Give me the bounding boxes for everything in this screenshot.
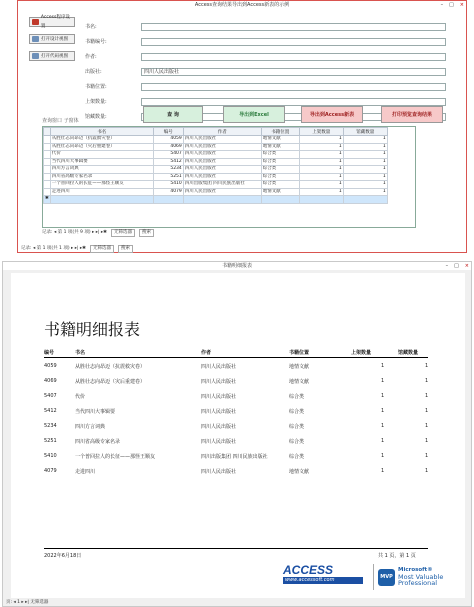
form-filter-indicator[interactable]: 无筛选器 [90,245,114,253]
cell[interactable]: 四川人民出版社 [183,136,261,144]
cell[interactable]: 四川人民出版社 [183,188,261,196]
query-results-grid[interactable] [42,126,416,228]
print-preview-label: 打印预览查询结果 [391,112,432,118]
report-cell-stock: 1 [425,468,429,474]
row-selector[interactable] [44,166,51,174]
report-cell-shelf: 1 [381,408,385,414]
shelf-count-input[interactable] [141,98,446,106]
row-selector[interactable] [44,173,51,181]
report-cell-title: 走进四川 [75,469,96,475]
report-col-id: 编号 [44,350,55,356]
cell[interactable]: 1 [343,143,387,151]
report-footer-page: 共 1 页，第 1 页 [378,553,416,559]
report-window-title: 书籍明细报表 [3,262,471,270]
column-header[interactable]: 书籍位置 [261,128,299,136]
cell[interactable]: 1 [299,173,343,181]
title-input[interactable] [141,23,446,31]
cell[interactable]: 5234 [153,166,183,174]
table-header-row [44,128,388,136]
table-row[interactable] [44,143,388,151]
cell[interactable]: 4059 [153,136,183,144]
cell[interactable]: 1 [299,143,343,151]
column-header[interactable]: 馆藏数量 [343,128,387,136]
minimize-button[interactable]: – [440,2,444,8]
cell[interactable]: 5412 [153,158,183,166]
cell[interactable]: 1 [299,151,343,159]
cell[interactable]: 当代四川大事辑要 [50,158,153,166]
field-label-title: 书名: [85,24,97,30]
column-header[interactable]: 书名 [50,128,153,136]
report-footer-line [44,548,428,549]
cell[interactable]: 地情文献 [261,136,299,144]
print-preview-button[interactable] [381,106,443,123]
row-selector[interactable] [44,151,51,159]
cell[interactable]: 四川人民出版社 [183,143,261,151]
cell[interactable]: 一个普回拉人的长征——那怪王顺友 [50,181,153,189]
cell[interactable]: 代价 [50,151,153,159]
row-selector[interactable] [44,188,51,196]
report-cell-stock: 1 [425,423,429,429]
cell[interactable]: 5407 [153,151,183,159]
close-button[interactable]: × [459,2,464,8]
cell[interactable]: 1 [299,166,343,174]
access-settings-button[interactable] [29,17,75,27]
cell[interactable] [261,196,299,204]
export-access-label: 导出到Access新表 [309,112,355,118]
report-cell-shelf: 1 [381,393,385,399]
report-cell-id: 4079 [44,468,57,474]
report-cell-location: 地情文献 [289,469,310,475]
report-cell-author: 四川人民出版社 [201,379,237,385]
report-cell-title: 代价 [75,394,86,400]
report-cell-id: 5412 [44,408,57,414]
report-cell-title: 四川方言词典 [75,424,106,430]
cell[interactable]: 1 [343,181,387,189]
cell[interactable]: 综合类 [261,158,299,166]
cell[interactable]: 1 [343,136,387,144]
table-row[interactable] [44,181,388,189]
location-input[interactable] [141,83,446,91]
cell[interactable]: 1 [299,188,343,196]
results-table [43,127,388,204]
code-view-label: 打开代码视图 [41,53,68,59]
report-col-shelf: 上架数量 [351,350,372,356]
cell[interactable]: 四川人民出版社 [183,158,261,166]
field-label-location: 书籍位置: [85,84,107,90]
report-cell-title: 一个普回拉人的长征——那怪王顺友 [75,454,156,460]
report-cell-title: 从胜壮志向昂迈（抗震救灾卷） [75,364,146,370]
field-label-author: 作者: [85,54,97,60]
form-search-box[interactable]: 搜索 [118,245,133,253]
cell[interactable]: 地情文献 [261,143,299,151]
cell[interactable]: 1 [343,173,387,181]
grid-record-position[interactable]: 记录: ◂ 第 1 项(共 9 项) ▸ ▸| ▸✱ [42,230,107,235]
row-selector[interactable] [44,158,51,166]
design-view-icon [32,36,39,42]
report-col-stock: 馆藏数量 [398,350,419,356]
report-row [44,391,428,406]
access-icon [32,19,39,25]
report-cell-location: 综合类 [289,424,305,430]
cell[interactable]: 1 [343,158,387,166]
cell[interactable]: 1 [343,151,387,159]
mvp-text [398,567,443,587]
cell[interactable]: 四川出版集团 四川民族出版社 [183,181,261,189]
mvp-badge: MVP [378,569,395,586]
export-excel-label: 导出到Excel [239,112,269,118]
access-settings-label: Access程序设置 [40,15,70,29]
column-header[interactable]: 编号 [153,128,183,136]
report-cell-stock: 1 [425,438,429,444]
cell[interactable]: 地情文献 [261,188,299,196]
form-window-controls [441,1,464,9]
export-excel-button[interactable] [223,106,285,123]
cell[interactable]: 5410 [153,181,183,189]
report-cell-stock: 1 [425,363,429,369]
report-cell-location: 地情文献 [289,379,310,385]
cell[interactable]: 1 [343,166,387,174]
report-cell-shelf: 1 [381,378,385,384]
cell[interactable]: 四川人民出版社 [183,166,261,174]
form-record-position[interactable]: 记录: ◂ 第 1 项(共 1 项) ▸ ▸| ▸✱ [21,246,86,251]
report-cell-author: 四川人民出版社 [201,364,237,370]
cell[interactable] [343,196,387,204]
row-selector[interactable] [44,181,51,189]
field-label-stock-count: 馆藏数量: [85,114,107,120]
report-row [44,406,428,421]
open-design-view-button[interactable] [29,34,75,44]
report-cell-id: 4069 [44,378,57,384]
cell[interactable]: 从胜壮志向昂迈（灾后重建卷） [50,143,153,151]
cell[interactable]: 四川人民出版社 [183,173,261,181]
report-footer-date: 2022年6月18日 [44,553,82,559]
grid-filter-indicator[interactable]: 无筛选器 [111,229,135,237]
cell[interactable]: 从胜壮志向昂迈（抗震救灾卷） [50,136,153,144]
query-button[interactable] [143,106,203,123]
row-selector-header [44,128,51,136]
report-page [11,273,465,598]
report-cell-author: 四川人民出版社 [201,469,237,475]
mvp-line2: Most Valuable [398,572,444,581]
access-logo-text: ACCESS [283,563,334,577]
form-window-title: Access查询结果导出到Access新表的示例 [18,1,466,9]
report-row [44,361,428,376]
report-cell-shelf: 1 [381,438,385,444]
report-minimize-button[interactable]: – [445,263,449,269]
new-record-row[interactable] [44,196,388,204]
cell[interactable]: 四川省高级专家名录 [50,173,153,181]
report-cell-location: 综合类 [289,454,305,460]
report-cell-id: 5407 [44,393,57,399]
query-button-label: 查 询 [167,112,179,118]
cell[interactable]: 四川人民出版社 [183,151,261,159]
table-row[interactable] [44,158,388,166]
cell[interactable] [153,196,183,204]
new-record-marker: ✱ [45,196,49,202]
report-cell-id: 5251 [44,438,57,444]
report-cell-stock: 1 [425,453,429,459]
table-row[interactable] [44,151,388,159]
cell[interactable]: 综合类 [261,151,299,159]
report-window-controls [446,262,469,270]
book-id-input[interactable] [141,38,446,46]
grid-search-box[interactable]: 搜索 [139,229,154,237]
cell[interactable]: 4079 [153,188,183,196]
report-row [44,421,428,436]
report-cell-author: 四川人民出版社 [201,394,237,400]
report-row [44,376,428,391]
cell[interactable]: 1 [299,181,343,189]
form-window [17,0,467,253]
cell[interactable]: 1 [299,136,343,144]
column-header[interactable]: 作者 [183,128,261,136]
cell[interactable]: 1 [343,188,387,196]
mvp-line3: Professional [398,579,438,588]
report-cell-author: 四川人民出版社 [201,439,237,445]
cell[interactable]: 1 [299,158,343,166]
field-label-publisher: 出版社: [85,69,102,75]
code-view-icon [32,53,39,59]
cell[interactable]: 4069 [153,143,183,151]
table-row[interactable] [44,173,388,181]
access-logo-url: www.accessoft.com [283,577,363,584]
cell[interactable]: 走进四川 [50,188,153,196]
report-cell-title: 从胜壮志向昂迈（灾后重建卷） [75,379,146,385]
report-row [44,436,428,451]
report-cell-id: 4059 [44,363,57,369]
report-cell-stock: 1 [425,393,429,399]
report-cell-location: 地情文献 [289,364,310,370]
report-cell-shelf: 1 [381,468,385,474]
cell[interactable] [183,196,261,204]
report-heading: 书籍明细报表 [44,320,141,339]
report-close-button[interactable]: × [464,263,469,269]
query-subform-label: 查询窗口 子窗体 [42,118,79,124]
table-row[interactable] [44,188,388,196]
report-row [44,451,428,466]
form-record-navigator[interactable] [21,245,133,253]
cell[interactable] [299,196,343,204]
export-access-button[interactable] [301,106,363,123]
mvp-line1: Microsoft® [398,567,433,574]
grid-record-navigator[interactable] [42,229,154,237]
report-maximize-button[interactable]: □ [454,263,459,269]
access-logo [283,564,363,588]
report-cell-location: 综合类 [289,394,305,400]
cell[interactable]: 四川方言词典 [50,166,153,174]
report-cell-id: 5234 [44,423,57,429]
report-row [44,466,428,481]
report-cell-title: 四川省高级专家名录 [75,439,121,445]
report-cell-author: 四川出版集团 四川民族出版社 [201,454,268,460]
report-col-author: 作者 [201,350,212,356]
report-cell-stock: 1 [425,408,429,414]
report-col-title: 书名 [75,350,86,356]
report-cell-location: 综合类 [289,439,305,445]
report-cell-location: 综合类 [289,409,305,415]
author-input[interactable] [141,53,446,61]
mvp-logo [373,564,461,590]
column-header[interactable]: 上架数量 [299,128,343,136]
report-cell-author: 四川人民出版社 [201,409,237,415]
report-cell-author: 四川人民出版社 [201,424,237,430]
cell[interactable] [50,196,153,204]
maximize-button[interactable]: □ [449,2,454,8]
cell[interactable]: 5251 [153,173,183,181]
table-row[interactable] [44,136,388,144]
row-selector[interactable] [44,143,51,151]
publisher-input[interactable]: 四川人民出版社 [141,68,446,76]
report-header-row [44,349,428,358]
report-cell-shelf: 1 [381,363,385,369]
field-label-book-id: 书籍编号: [85,39,107,45]
cell[interactable]: 综合类 [261,166,299,174]
open-code-view-button[interactable] [29,51,75,61]
table-row[interactable] [44,166,388,174]
report-cell-title: 当代四川大事辑要 [75,409,116,415]
report-cell-shelf: 1 [381,453,385,459]
report-window [2,261,472,607]
cell[interactable]: 综合类 [261,173,299,181]
report-page-navigator[interactable]: 页: ◂ 1 ▸ ▸| 无筛选器 [6,600,49,605]
report-col-location: 书籍位置 [289,350,310,356]
row-selector[interactable] [44,136,51,144]
design-view-label: 打开设计视图 [41,36,68,42]
report-cell-shelf: 1 [381,423,385,429]
cell[interactable]: 综合类 [261,181,299,189]
report-cell-id: 5410 [44,453,57,459]
report-cell-stock: 1 [425,378,429,384]
field-label-shelf-count: 上架数量: [85,99,107,105]
